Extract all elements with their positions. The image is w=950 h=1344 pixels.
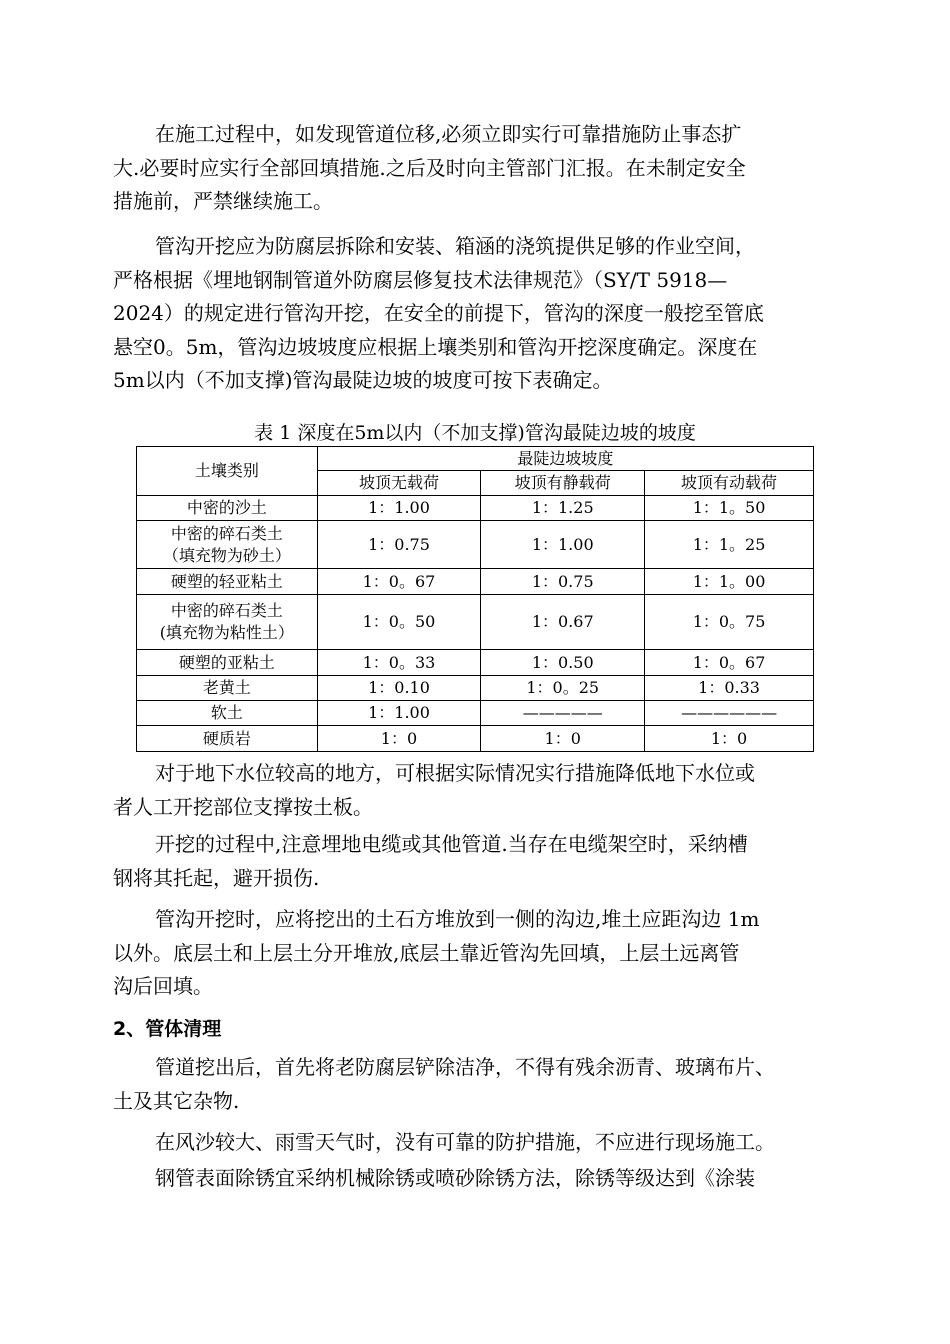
soil-cell: 硬质岩: [137, 726, 318, 752]
value-cell: 1：0: [645, 726, 814, 752]
table-row: [137, 676, 814, 701]
paragraph-cables: [113, 828, 839, 895]
text-line: 5m以内（不加支撑)管沟最陡边坡的坡度可按下表确定。: [113, 368, 613, 392]
text-line: 钢管表面除锈宜采纳机械除锈或喷砂除锈方法，除锈等级达到《涂装: [155, 1166, 755, 1190]
soil-line: （填充物为砂土）: [162, 545, 291, 565]
soil-cell: 硬塑的轻亚粘土: [137, 569, 318, 595]
value-cell: 1：1。50: [645, 496, 814, 521]
text-line: 管道挖出后，首先将老防腐层铲除洁净，不得有残余沥青、玻璃布片、: [155, 1055, 775, 1079]
section-heading: 2、管体清理: [113, 1018, 222, 1040]
header-no-load: 坡顶无载荷: [317, 471, 481, 496]
paragraph-weather: [113, 1126, 839, 1160]
text-line: 在风沙较大、雨雪天气时，没有可靠的防护措施，不应进行现场施工。: [155, 1130, 775, 1154]
text-line: 者人工开挖部位支撑按土板。: [113, 794, 373, 819]
table-row: [137, 701, 814, 726]
value-cell: 1：0.33: [645, 676, 814, 701]
value-cell: 1：0: [481, 726, 645, 752]
value-cell: 1：1.00: [481, 521, 645, 569]
table-row: [137, 595, 814, 650]
header-soil-type: 土壤类别: [137, 447, 318, 496]
slope-table: [136, 446, 814, 752]
table-caption: 表 1 深度在5m以内（不加支撑)管沟最陡边坡的坡度: [254, 422, 696, 444]
text-line: 在施工过程中，如发现管道位移,必须立即实行可靠措施防止事态扩: [155, 122, 742, 146]
soil-cell: 软土: [137, 701, 318, 726]
table-row: [137, 726, 814, 752]
soil-cell: [137, 521, 318, 569]
value-cell: —————: [481, 701, 645, 726]
value-cell: 1：0.67: [481, 595, 645, 650]
value-cell: ——————: [645, 701, 814, 726]
value-cell: 1：0: [317, 726, 481, 752]
value-cell: 1：0.75: [317, 521, 481, 569]
value-cell: 1：1。00: [645, 569, 814, 595]
table-row: [137, 650, 814, 676]
text-line: 2024）的规定进行管沟开挖，在安全的前提下，管沟的深度一般挖至管底: [113, 301, 764, 325]
header-dynamic-load: 坡顶有动载荷: [645, 471, 814, 496]
text-line: 开挖的过程中,注意埋地电缆或其他管道.当存在电缆架空时，采纳槽: [155, 832, 748, 856]
value-cell: 1：0。75: [645, 595, 814, 650]
table-row: [137, 496, 814, 521]
soil-line: 中密的碎石类土: [170, 601, 283, 620]
text-line: 管沟开挖时，应将挖出的土石方堆放到一侧的沟边,堆土应距沟边 1m: [155, 907, 760, 931]
soil-cell: 硬塑的亚粘土: [137, 650, 318, 676]
value-cell: 1：0。67: [317, 569, 481, 595]
text-line: 管沟开挖应为防腐层拆除和安装、箱涵的浇筑提供足够的作业空间，: [155, 234, 755, 258]
text-line: 措施前，严禁继续施工。: [113, 189, 333, 213]
value-cell: 1：0.10: [317, 676, 481, 701]
value-cell: 1：0。50: [317, 595, 481, 650]
soil-cell: 中密的沙土: [137, 496, 318, 521]
value-cell: 1：1.00: [317, 496, 481, 521]
paragraph-rust-removal: [113, 1162, 839, 1196]
paragraph-spoil-placement: [113, 903, 839, 1004]
table-row: [137, 569, 814, 595]
soil-line: 中密的碎石类土: [170, 523, 283, 543]
table-row: [137, 521, 814, 569]
value-cell: 1：0。67: [645, 650, 814, 676]
value-cell: 1：1.00: [317, 701, 481, 726]
value-cell: 1：0。33: [317, 650, 481, 676]
paragraph-groundwater: [113, 757, 839, 824]
paragraph-trench-excavation: [113, 230, 839, 398]
value-cell: 1：0.75: [481, 569, 645, 595]
value-cell: 1：0.50: [481, 650, 645, 676]
text-line: 悬空0。5m，管沟边坡坡度应根据上壤类别和管沟开挖深度确定。深度在: [113, 334, 758, 359]
header-slope-group: 最陡边坡坡度: [317, 447, 813, 471]
paragraph-displacement: [113, 118, 839, 219]
table-header-row: [137, 447, 814, 471]
text-line: 严格根据《埋地钢制管道外防腐层修复技术法律规范》（SY/T 5918—: [113, 267, 728, 292]
soil-cell: [137, 595, 318, 650]
value-cell: 1：1.25: [481, 496, 645, 521]
text-line: 对于地下水位较高的地方，可根据实际情况实行措施降低地下水位或: [155, 761, 755, 785]
header-static-load: 坡顶有静载荷: [481, 471, 645, 496]
text-line: 土及其它杂物.: [113, 1088, 240, 1113]
soil-cell: 老黄土: [137, 676, 318, 701]
value-cell: 1：0。25: [481, 676, 645, 701]
paragraph-coating-removal: [113, 1051, 839, 1118]
text-line: 沟后回填。: [113, 974, 213, 998]
text-line: 大.必要时应实行全部回填措施.之后及时向主管部门汇报。在未制定安全: [113, 155, 746, 180]
text-line: 钢将其托起，避开损伤.: [113, 865, 320, 890]
value-cell: 1：1。25: [645, 521, 814, 569]
soil-line: (填充物为粘性土）: [159, 623, 294, 642]
text-line: 以外。底层土和上层土分开堆放,底层土靠近管沟先回填，上层土远离管: [113, 940, 740, 965]
